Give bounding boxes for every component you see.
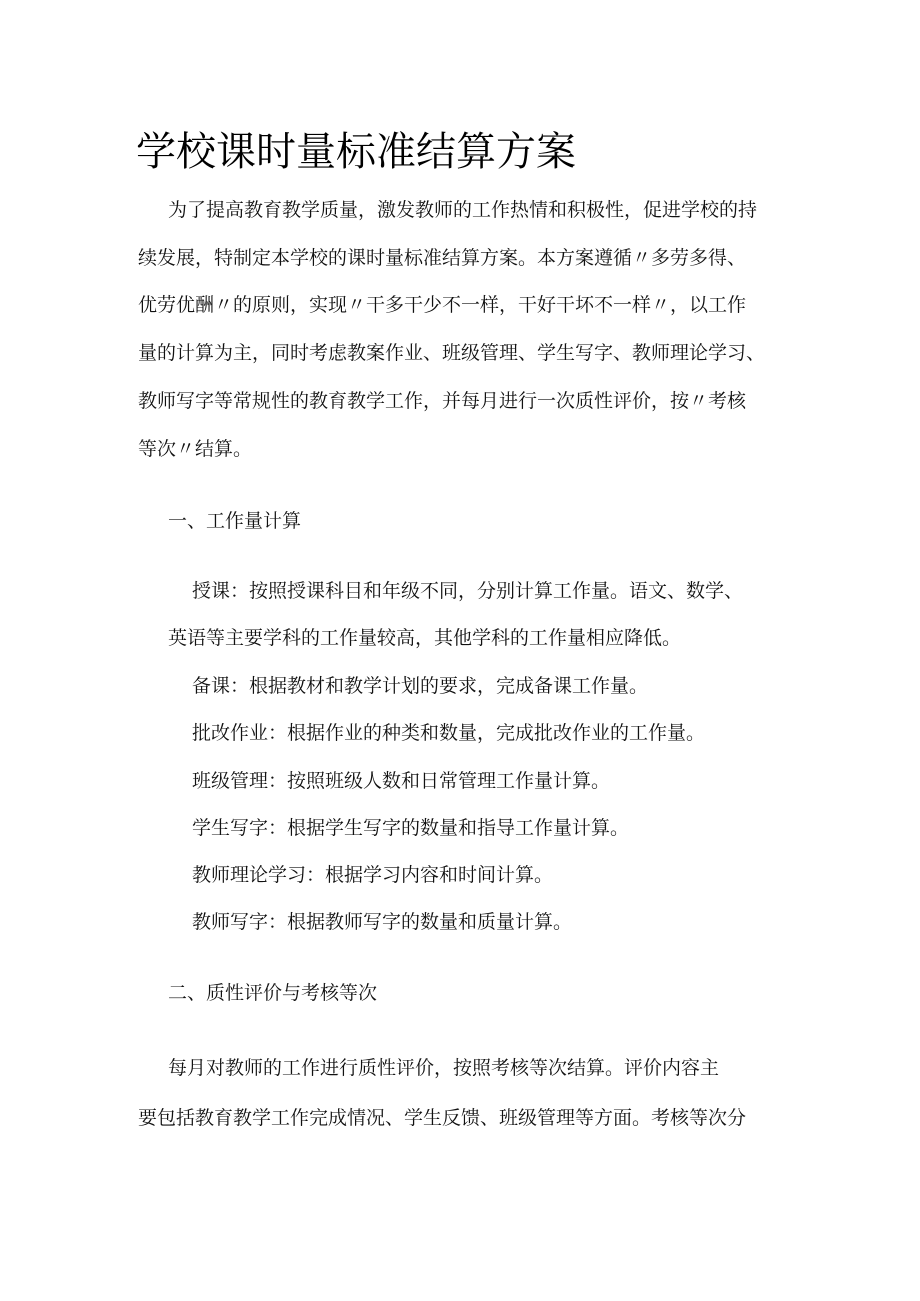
list-item: 教师理论学习：根据学习内容和时间计算。 bbox=[192, 864, 554, 886]
list-item: 教师写字：根据教师写字的数量和质量计算。 bbox=[192, 911, 573, 933]
teaching-line: 英语等主要学科的工作量较高，其他学科的工作量相应降低。 bbox=[168, 627, 682, 649]
intro-line: 量的计算为主，同时考虑教案作业、班级管理、学生写字、教师理论学习、 bbox=[138, 342, 766, 364]
evaluation-line: 要包括教育教学工作完成情况、学生反馈、班级管理等方面。考核等次分 bbox=[138, 1107, 747, 1129]
teaching-line: 授课：按照授课科目和年级不同，分别计算工作量。语文、数学、 bbox=[192, 580, 744, 602]
intro-line: 教师写字等常规性的教育教学工作，并每月进行一次质性评价，按〃考核 bbox=[138, 390, 747, 412]
section-heading-evaluation: 二、质性评价与考核等次 bbox=[168, 982, 378, 1004]
intro-line: 续发展，特制定本学校的课时量标准结算方案。本方案遵循〃多劳多得、 bbox=[138, 247, 747, 269]
intro-line: 等次〃结算。 bbox=[138, 438, 253, 460]
intro-line: 为了提高教育教学质量，激发教师的工作热情和积极性，促进学校的持 bbox=[168, 199, 758, 221]
document-title: 学校课时量标准结算方案 bbox=[136, 129, 576, 175]
list-item: 班级管理：按照班级人数和日常管理工作量计算。 bbox=[192, 770, 611, 792]
evaluation-line: 每月对教师的工作进行质性评价，按照考核等次结算。评价内容主 bbox=[168, 1057, 720, 1079]
section-heading-workload: 一、工作量计算 bbox=[168, 510, 302, 532]
intro-line: 优劳优酬〃的原则，实现〃干多干少不一样，干好干坏不一样〃，以工作 bbox=[138, 294, 747, 316]
list-item: 备课：根据教材和教学计划的要求，完成备课工作量。 bbox=[192, 675, 649, 697]
list-item: 学生写字：根据学生写字的数量和指导工作量计算。 bbox=[192, 817, 630, 839]
list-item: 批改作业：根据作业的种类和数量，完成批改作业的工作量。 bbox=[192, 722, 706, 744]
